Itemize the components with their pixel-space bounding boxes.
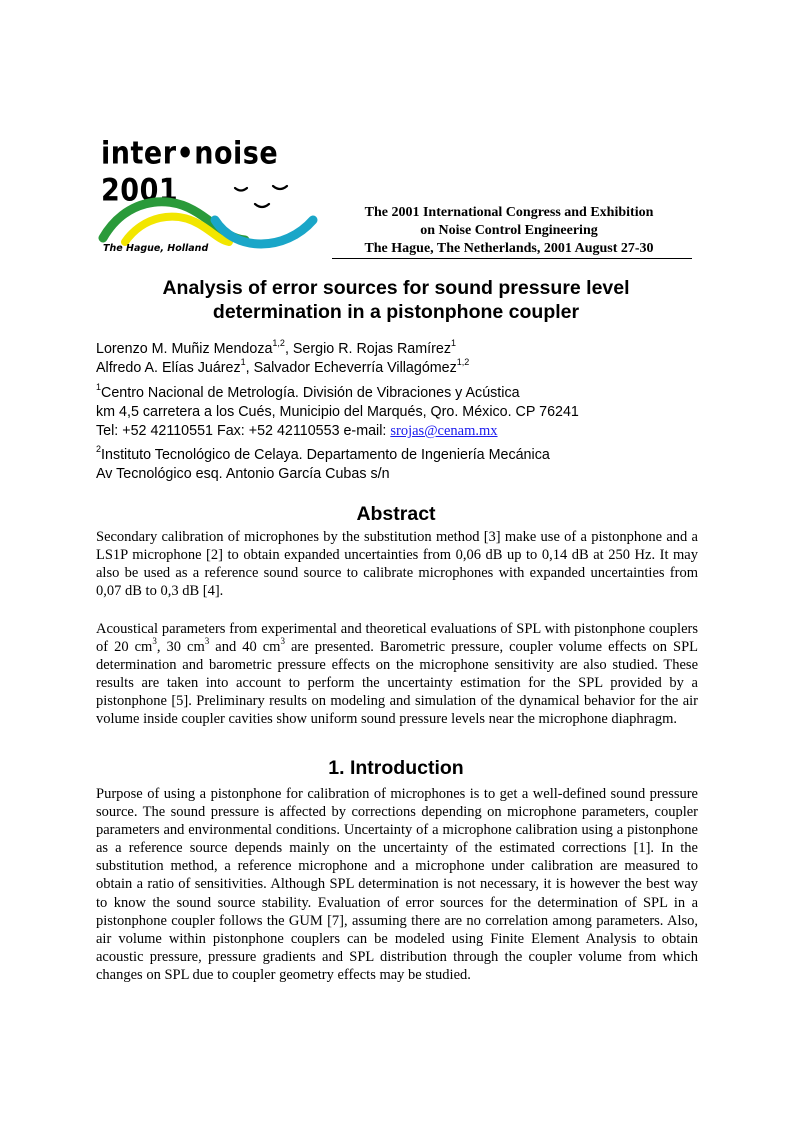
superscript: 3 [152,636,157,647]
affiliation-line: Av Tecnológico esq. Antonio García Cubas s/n [96,466,390,482]
author-line [96,340,696,359]
text-span: are presented. Barometric pressure, coupler volume effects on SPL determination and barometric pressure effects on the microphone sensitivity are also studied. These results are taken into account to perform the uncertainty estimation for the SPL provided by a pistonphone [5]. Preliminary results on modeling and simulation of the dynamical behavior for the air volume inside coupler cavities show uniform sound pressure levels near the microphone diaphragm. [96,639,699,728]
superscript: 3 [280,636,285,647]
author-affiliation-mark: 1,2 [456,357,470,368]
author-list [96,340,696,378]
logo-place: The Hague, Holland [103,243,209,254]
abstract-heading: Abstract [356,503,436,525]
conference-line: on Noise Control Engineering [420,223,598,238]
logo-title: inter•noise 2001 [101,136,279,209]
conference-info [335,204,683,258]
title-line: determination in a pistonphone coupler [212,301,580,323]
abstract-paragraph [96,620,698,729]
introduction-heading: 1. Introduction [328,757,464,779]
abstract-paragraph: Secondary calibration of microphones by the substitution method [3] make use of a pistonphone and a LS1P microphone [2] to obtain expanded uncertainties from 0,06 dB up to 0,14 dB at 250 Hz. It may also be used as a reference sound source to calibrate microphones with expanded uncertainties from 0,07 dB to 0,3 dB [4]. [96,529,698,600]
affiliation-text: Centro Nacional de Metrología. División de Vibraciones y Acústica [101,385,520,401]
author-name: Alfredo A. Elías Juárez [96,360,241,376]
affiliation-mark: 2 [96,444,102,455]
conference-line: The 2001 International Congress and Exhibition [364,205,654,220]
author-affiliation-mark: 1 [451,338,457,349]
author-separator: , [284,341,293,357]
author-separator: , [245,360,254,376]
contact-text: Tel: +52 42110551 Fax: +52 42110553 e-mail: [96,423,391,439]
text-span: Acoustical parameters from experimental and theoretical evaluations of SPL with pistonphone couplers of 20 cm [96,621,698,656]
title-line: Analysis of error sources for sound pressure level [162,277,630,299]
introduction-paragraph: Purpose of using a pistonphone for calibration of microphones is to get a well-defined sound pressure source. The sound pressure is affected by corrections depending on microphone parameters, coupler parameters and environmental conditions. Uncertainty of a microphone calibration using a pistonphone as a reference source depends mainly on the uncertainty of the estimated corrections [1]. In the substitution method, a reference microphone and a microphone under calibration are measured to obtain a ratio of sensitivities. Although SPL determination is not necessary, it is however the best way to know the sound source stability. Evaluation of error sources for the determination of SPL in a pistonphone coupler follows the GUM [7], assuming there are no correlation among parameters. Also, air volume within pistonphone couplers can be modeled using Finite Element Analysis to obtain acoustic pressure, pressure gradients and SPL distribution through the coupler volume from which changes on SPL due to coupler geometry effects may be studied. [96,786,698,983]
conference-line: The Hague, The Netherlands, 2001 August 27-30 [364,241,654,256]
author-affiliation-mark: 1 [240,357,246,368]
author-line [96,359,696,378]
text-span: , 30 cm [156,639,205,656]
affiliation-mark: 1 [96,382,102,393]
conference-logo [95,130,335,260]
affiliation-line: km 4,5 carretera a los Cués, Municipio del Marqués, Qro. México. CP 76241 [96,404,579,420]
affiliation-line [96,422,696,441]
header-divider [332,258,692,259]
affiliation-line [96,446,696,465]
affiliation-2 [96,446,696,484]
affiliation-text: Instituto Tecnológico de Celaya. Departamento de Ingeniería Mecánica [101,447,550,463]
paper-title [96,276,696,324]
email-link[interactable]: srojas@cenam.mx [390,423,498,439]
superscript: 3 [204,636,210,647]
affiliation-1 [96,384,696,441]
logo-smile-mark [235,188,247,191]
logo-smile-mark [273,186,287,189]
author-affiliation-mark: 1,2 [272,338,285,349]
author-name: Salvador Echeverría Villagómez [253,360,457,376]
text-span: and 40 cm [209,639,281,656]
author-name: Lorenzo M. Muñiz Mendoza [96,341,273,357]
logo-smile-mark [255,204,269,207]
author-name: Sergio R. Rojas Ramírez [292,341,452,357]
affiliation-line [96,384,696,403]
